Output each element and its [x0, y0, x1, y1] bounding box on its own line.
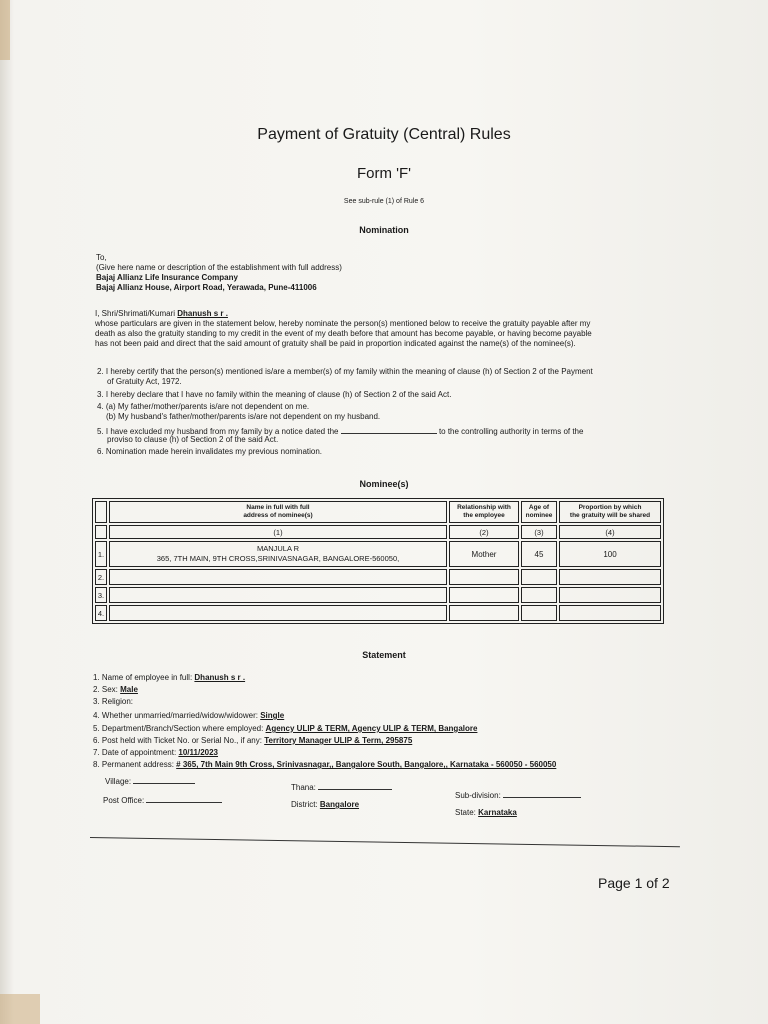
row-number: 2.: [95, 569, 107, 585]
statement-6: [93, 736, 412, 746]
clause-4b: (b) My husband's father/mother/parents is/are not dependent on my husband.: [106, 412, 381, 421]
marital-label: 4. Whether unmarried/married/widow/widower:: [93, 711, 258, 720]
department-value: Agency ULIP & TERM, Agency ULIP & TERM, Bangalore: [265, 724, 478, 733]
address-value: # 365, 7th Main 9th Cross, Srinivasnagar,, Bangalore South, Bangalore,, Karnataka - 560050 - 560050: [176, 760, 557, 769]
header-name-line-2: address of nominee(s): [243, 512, 313, 519]
col-number: (4): [559, 525, 661, 539]
table-cell: [95, 525, 107, 539]
state-field: [455, 808, 517, 818]
table-row: [95, 605, 661, 621]
clause-3: 3. I hereby declare that I have no family within the meaning of clause (h) of Section 2 of the said Act.: [97, 390, 452, 399]
addressee-instruction: (Give here name or description of the establishment with full address): [96, 263, 342, 272]
company-address: Bajaj Allianz House, Airport Road, Yerawada, Pune-411006: [96, 283, 317, 292]
subdivision-field: [455, 789, 581, 801]
clause-5-text-end: to the controlling authority in terms of the: [438, 427, 584, 436]
nominee-relationship: Mother: [449, 541, 519, 567]
name-value: Dhanush s r .: [194, 673, 246, 682]
header-age-line-2: nominee: [525, 512, 553, 519]
post-office-blank: [146, 794, 222, 803]
post-office-label: Post Office:: [103, 796, 145, 805]
row-number: 1.: [95, 541, 107, 567]
sex-value: Male: [120, 685, 138, 694]
divider: [90, 837, 680, 847]
form-title: Payment of Gratuity (Central) Rules: [257, 126, 511, 143]
village-label: Village:: [105, 777, 132, 786]
table-number-row: [95, 525, 661, 539]
clause-4a: 4. (a) My father/mother/parents is/are not dependent on me.: [97, 402, 310, 411]
header-name: [109, 501, 447, 523]
declaration-line-3: death as also the gratuity standing to my credit in the event of my death before that amount has become payable, or having become payable: [95, 329, 592, 338]
nominee-name: MANJULA R: [256, 544, 300, 553]
table-cell: [449, 569, 519, 585]
district-field: [291, 800, 359, 810]
paper-stain: [0, 0, 10, 60]
nominee-address: 365, 7TH MAIN, 9TH CROSS,SRINIVASNAGAR, BANGALORE-560050,: [156, 554, 400, 563]
district-value: Bangalore: [319, 800, 360, 809]
nominees-heading: Nominee(s): [359, 479, 409, 489]
department-label: 5. Department/Branch/Section where employed:: [93, 724, 264, 733]
statement-8: [93, 760, 556, 770]
statement-5: [93, 724, 477, 734]
declaration-prefix: I, Shri/Shrimati/Kumari: [95, 309, 176, 318]
nominee-proportion: 100: [559, 541, 661, 567]
table-row: [95, 541, 661, 567]
header-prop-line-1: Proportion by which: [578, 504, 642, 511]
table-cell: [109, 587, 447, 603]
table-cell: [109, 569, 447, 585]
table-cell: [449, 587, 519, 603]
statement-7: [93, 748, 218, 758]
table-cell: [449, 605, 519, 621]
thana-label: Thana:: [291, 783, 316, 792]
clause-2: 2. I hereby certify that the person(s) mentioned is/are a member(s) of my family within the meaning of clause (h) of Section 2 of the Payment: [97, 367, 593, 376]
statement-1: [93, 673, 245, 683]
table-cell: [559, 569, 661, 585]
nominee-age: 45: [521, 541, 557, 567]
statement-2: [93, 685, 138, 695]
thana-field: [291, 781, 392, 793]
statement-4: [93, 711, 284, 721]
table-header-row: [95, 501, 661, 523]
clause-2-cont: of Gratuity Act, 1972.: [107, 377, 182, 386]
name-label: 1. Name of employee in full:: [93, 673, 193, 682]
declaration-line-2: whose particulars are given in the statement below, hereby nominate the person(s) mentioned below to receive the gratuity payable after my: [95, 319, 591, 328]
section-heading: Nomination: [359, 225, 409, 235]
nominee-name-address: [109, 541, 447, 567]
header-name-line-1: Name in full with full: [246, 504, 310, 511]
appointment-label: 7. Date of appointment:: [93, 748, 177, 757]
village-blank: [133, 775, 195, 784]
table-cell: [521, 569, 557, 585]
col-number: (3): [521, 525, 557, 539]
post-office-field: [103, 794, 222, 806]
marital-value: Single: [260, 711, 285, 720]
declaration-line-1: [95, 309, 228, 319]
nominee-table: [92, 498, 664, 624]
post-value: Territory Manager ULIP & Term, 295875: [264, 736, 413, 745]
table-row: [95, 587, 661, 603]
state-value: Karnataka: [478, 808, 517, 817]
table-cell: [559, 605, 661, 621]
notice-date-blank: [341, 425, 437, 434]
employee-name-value: Dhanush s r .: [177, 309, 228, 318]
header-relationship: [449, 501, 519, 523]
paper-stain: [0, 994, 40, 1024]
col-number: (1): [109, 525, 447, 539]
row-number: 3.: [95, 587, 107, 603]
header-proportion: [559, 501, 661, 523]
post-label: 6. Post held with Ticket No. or Serial No., if any:: [93, 736, 262, 745]
clause-5-cont: proviso to clause (h) of Section 2 of the said Act.: [107, 435, 279, 444]
company-name: Bajaj Allianz Life Insurance Company: [96, 273, 238, 282]
header-age: [521, 501, 557, 523]
table-cell: [95, 501, 107, 523]
addressee-to: To,: [96, 253, 107, 262]
form-number: Form 'F': [356, 165, 412, 182]
table-cell: [109, 605, 447, 621]
state-label: State:: [455, 808, 476, 817]
district-label: District:: [291, 800, 318, 809]
table-cell: [521, 587, 557, 603]
thana-blank: [318, 781, 392, 790]
address-label: 8. Permanent address:: [93, 760, 174, 769]
table-cell: [559, 587, 661, 603]
header-prop-line-2: the gratuity will be shared: [569, 512, 651, 519]
clause-6: 6. Nomination made herein invalidates my previous nomination.: [97, 447, 323, 456]
statement-heading: Statement: [362, 650, 406, 660]
appointment-value: 10/11/2023: [178, 748, 219, 757]
header-rel-line-1: Relationship with: [457, 504, 511, 511]
sub-rule-reference: See sub-rule (1) of Rule 6: [343, 198, 425, 205]
table-cell: [521, 605, 557, 621]
declaration-line-4: has not been paid and direct that the said amount of gratuity shall be paid in proportion indicated against the name(s) of the nominee(s).: [95, 339, 576, 348]
header-age-line-1: Age of: [528, 504, 550, 511]
table-row: [95, 569, 661, 585]
sex-label: 2. Sex:: [93, 685, 118, 694]
header-rel-line-2: the employee: [463, 512, 505, 519]
row-number: 4.: [95, 605, 107, 621]
clause-5-text: 5. I have excluded my husband from my family by a notice dated the: [97, 427, 339, 436]
statement-3: 3. Religion:: [93, 697, 134, 706]
page-number: Page 1 of 2: [598, 875, 670, 891]
subdivision-blank: [503, 789, 581, 798]
col-number: (2): [449, 525, 519, 539]
subdivision-label: Sub-division:: [455, 791, 501, 800]
village-field: [105, 775, 195, 787]
